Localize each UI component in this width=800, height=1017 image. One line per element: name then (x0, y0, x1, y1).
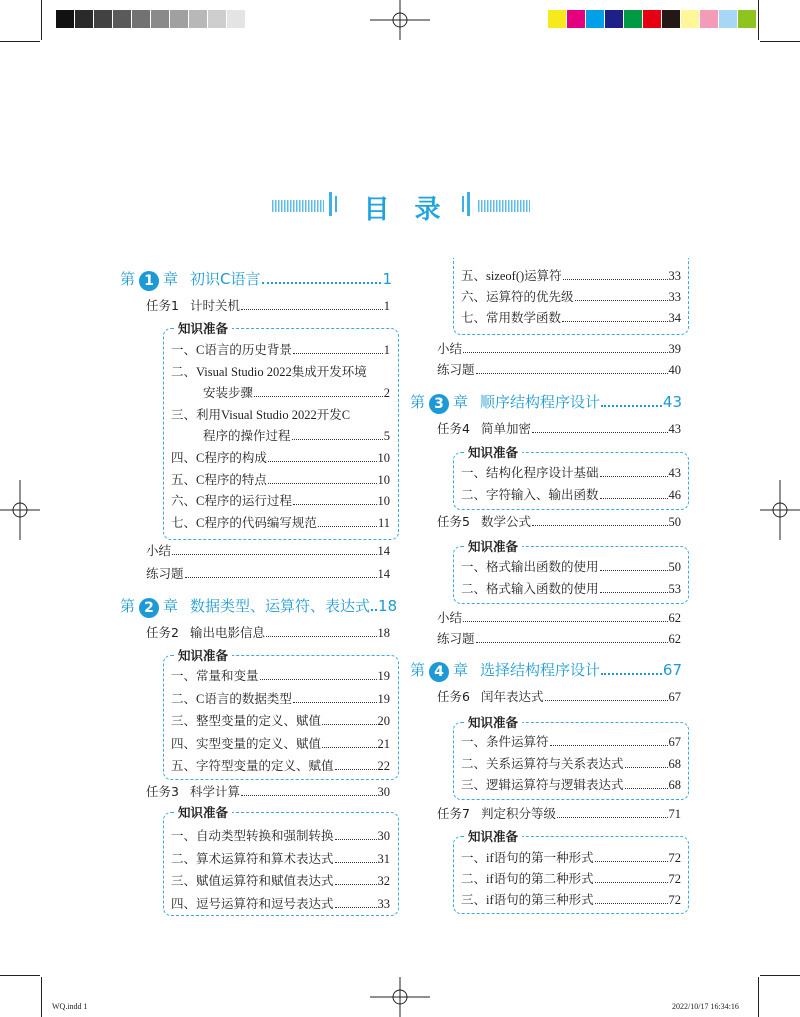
chapter-title: 数据类型、运算符、表达式 (190, 597, 371, 615)
toc-item[interactable]: 七、C程序的代码编写规范 11 (171, 515, 390, 530)
toc-item[interactable]: 三、整型变量的定义、赋值 20 (171, 714, 390, 728)
crop-mark (0, 41, 40, 42)
page-number: 32 (377, 874, 390, 888)
color-swatch (56, 10, 74, 28)
page-number: 67 (668, 735, 681, 749)
color-swatch (700, 10, 718, 28)
crop-mark (760, 975, 800, 976)
chapter-number-badge: 3 (429, 394, 449, 414)
registration-mark-icon (760, 480, 800, 540)
chapter-number-badge: 2 (139, 598, 159, 618)
page-number: 31 (377, 851, 390, 866)
color-swatch (189, 10, 207, 28)
color-swatch (643, 10, 661, 28)
toc-item[interactable]: 一、C语言的历史背景 1 (171, 343, 390, 357)
chapter-number-badge: 1 (139, 271, 159, 291)
toc-item[interactable]: 一、if语句的第一种形式 72 (461, 851, 681, 865)
page-number: 72 (668, 851, 681, 865)
toc-item[interactable]: 二、if语句的第二种形式 72 (461, 872, 681, 886)
page-number: 33 (668, 290, 681, 304)
toc-item[interactable]: 五、字符型变量的定义、赋值 22 (171, 759, 390, 773)
knowledge-box-label: 知识准备 (464, 827, 522, 845)
registration-mark-icon (0, 480, 40, 540)
color-swatch (151, 10, 169, 28)
toc-item[interactable]: 三、逻辑运算符与逻辑表达式 68 (461, 778, 681, 792)
toc-item[interactable]: 一、自动类型转换和强制转换 30 (171, 829, 390, 843)
color-swatch (681, 10, 699, 28)
page-number: 43 (668, 466, 681, 480)
chapter-title: 顺序结构程序设计 (480, 393, 601, 411)
crop-mark (0, 975, 40, 976)
toc-task[interactable]: 任务3 科学计算 30 (146, 784, 390, 799)
toc-item[interactable]: 二、字符输入、输出函数 46 (461, 488, 681, 502)
decor-bar (462, 196, 464, 212)
page-number: 11 (377, 515, 390, 530)
toc-item[interactable]: 七、常用数学函数 34 (461, 311, 681, 325)
toc-item[interactable]: 安装步骤 2 (203, 386, 390, 401)
toc-item[interactable]: 五、sizeof()运算符 33 (461, 269, 681, 283)
page-number: 50 (668, 560, 681, 574)
toc-item[interactable]: 六、C程序的运行过程 10 (171, 494, 390, 509)
crop-mark (758, 0, 759, 40)
toc-item[interactable]: 六、运算符的优先级 33 (461, 290, 681, 304)
toc-item[interactable]: 三、赋值运算符和赋值表达式 32 (171, 874, 390, 888)
color-swatch (113, 10, 131, 28)
registration-mark-icon (370, 977, 430, 1017)
toc-exercise[interactable]: 练习题 14 (146, 566, 390, 581)
toc-chapter[interactable]: 第 2 章 数据类型、运算符、表达式 18 (120, 597, 398, 616)
toc-item[interactable]: 二、格式输入函数的使用 53 (461, 582, 681, 596)
decor-bar (335, 196, 337, 212)
page-number: 46 (668, 488, 681, 502)
page-number: 53 (668, 582, 681, 596)
color-swatch (719, 10, 737, 28)
color-swatch (605, 10, 623, 28)
decor-stripes-right (478, 200, 530, 212)
color-swatch (208, 10, 226, 28)
toc-item[interactable]: 二、Visual Studio 2022集成开发环境 (171, 364, 367, 379)
decor-bar (329, 192, 332, 216)
color-swatch (75, 10, 93, 28)
crop-mark (758, 977, 759, 1017)
color-swatch (548, 10, 566, 28)
page-number: 33 (377, 896, 390, 911)
page-number: 19 (377, 669, 390, 683)
crop-mark (41, 977, 42, 1017)
page-number: 33 (668, 269, 681, 283)
toc-item[interactable]: 四、C程序的构成 10 (171, 451, 390, 465)
toc-item[interactable]: 二、关系运算符与关系表达式 68 (461, 756, 681, 771)
knowledge-box-label: 知识准备 (464, 443, 522, 461)
toc-summary[interactable]: 小结 39 (437, 341, 681, 356)
color-swatch (662, 10, 680, 28)
crop-mark (760, 41, 800, 42)
decor-bar (467, 192, 470, 216)
page-number: 1 (382, 270, 392, 288)
toc-task[interactable]: 任务2 输出电影信息 18 (146, 625, 390, 640)
color-swatch (94, 10, 112, 28)
knowledge-box-label: 知识准备 (464, 713, 522, 731)
toc-item[interactable]: 四、实型变量的定义、赋值 21 (171, 736, 390, 751)
page-number: 2 (383, 386, 390, 401)
toc-chapter[interactable]: 第 1 章 初识C语言 1 (120, 270, 392, 289)
page-number: 43 (662, 393, 682, 411)
toc-item[interactable]: 五、C程序的特点 10 (171, 472, 390, 487)
page-number: 68 (668, 756, 681, 771)
page-number: 10 (377, 472, 390, 487)
page-title: 目 录 (363, 195, 449, 225)
toc-chapter[interactable]: 第 4 章 选择结构程序设计 67 (410, 661, 682, 680)
toc-task[interactable]: 任务1 计时关机 1 (146, 298, 390, 313)
page-number: 72 (668, 872, 681, 886)
toc-item[interactable]: 三、利用Visual Studio 2022开发C (171, 407, 351, 422)
color-swatch (567, 10, 585, 28)
page-number: 18 (378, 597, 398, 615)
toc-summary[interactable]: 小结 62 (437, 610, 681, 625)
page-number: 67 (662, 661, 682, 679)
toc-exercise[interactable]: 练习题 40 (437, 362, 681, 377)
color-swatch (586, 10, 604, 28)
toc-item[interactable]: 一、条件运算符 67 (461, 735, 681, 749)
page-number: 19 (377, 691, 390, 706)
page-number: 10 (377, 451, 390, 465)
page-number: 21 (377, 736, 390, 751)
chapter-title: 选择结构程序设计 (480, 661, 601, 679)
color-swatch (132, 10, 150, 28)
page-number: 1 (383, 343, 390, 357)
registration-mark-icon (370, 0, 430, 40)
toc-exercise[interactable]: 练习题 62 (437, 631, 681, 646)
toc-task[interactable]: 任务5 数学公式 50 (437, 514, 681, 529)
page-header (0, 186, 800, 226)
page-number: 34 (668, 311, 681, 325)
color-swatch (738, 10, 756, 28)
toc-task[interactable]: 任务7 判定积分等级 71 (437, 806, 681, 821)
toc-item[interactable]: 四、逗号运算符和逗号表达式 33 (171, 896, 390, 911)
page-number: 22 (377, 759, 390, 773)
toc-item[interactable]: 一、结构化程序设计基础 43 (461, 466, 681, 480)
knowledge-box-label: 知识准备 (174, 646, 232, 664)
knowledge-box-label: 知识准备 (174, 319, 232, 337)
knowledge-box-label: 知识准备 (464, 537, 522, 555)
toc-item[interactable]: 二、算术运算符和算术表达式 31 (171, 851, 390, 866)
color-swatch (170, 10, 188, 28)
toc-item[interactable]: 程序的操作过程 5 (203, 429, 390, 444)
toc-task[interactable]: 任务4 简单加密 43 (437, 421, 681, 436)
color-swatch (624, 10, 642, 28)
toc-item[interactable]: 二、C语言的数据类型 19 (171, 691, 390, 706)
crop-mark (41, 0, 42, 40)
page-number: 30 (377, 829, 390, 843)
page-number: 20 (377, 714, 390, 728)
toc-item[interactable]: 一、格式输出函数的使用 50 (461, 560, 681, 574)
page-number: 10 (377, 494, 390, 509)
knowledge-box-label: 知识准备 (174, 803, 232, 821)
chapter-number-badge: 4 (429, 662, 449, 682)
footer-timestamp: 2022/10/17 16:34:16 (672, 1002, 739, 1011)
toc-item[interactable]: 三、if语句的第三种形式 72 (461, 893, 681, 907)
toc-chapter[interactable]: 第 3 章 顺序结构程序设计 43 (410, 393, 682, 412)
toc-summary[interactable]: 小结 14 (146, 543, 390, 558)
decor-stripes-left (272, 200, 324, 212)
page-number: 72 (668, 893, 681, 907)
color-swatch (227, 10, 245, 28)
chapter-title: 初识C语言 (190, 270, 261, 288)
page-number: 68 (668, 778, 681, 792)
footer-file-name: WQ.indd 1 (52, 1002, 88, 1011)
toc-task[interactable]: 任务6 闰年表达式 67 (437, 689, 681, 704)
toc-item[interactable]: 一、常量和变量 19 (171, 669, 390, 683)
page-number: 5 (383, 429, 390, 444)
